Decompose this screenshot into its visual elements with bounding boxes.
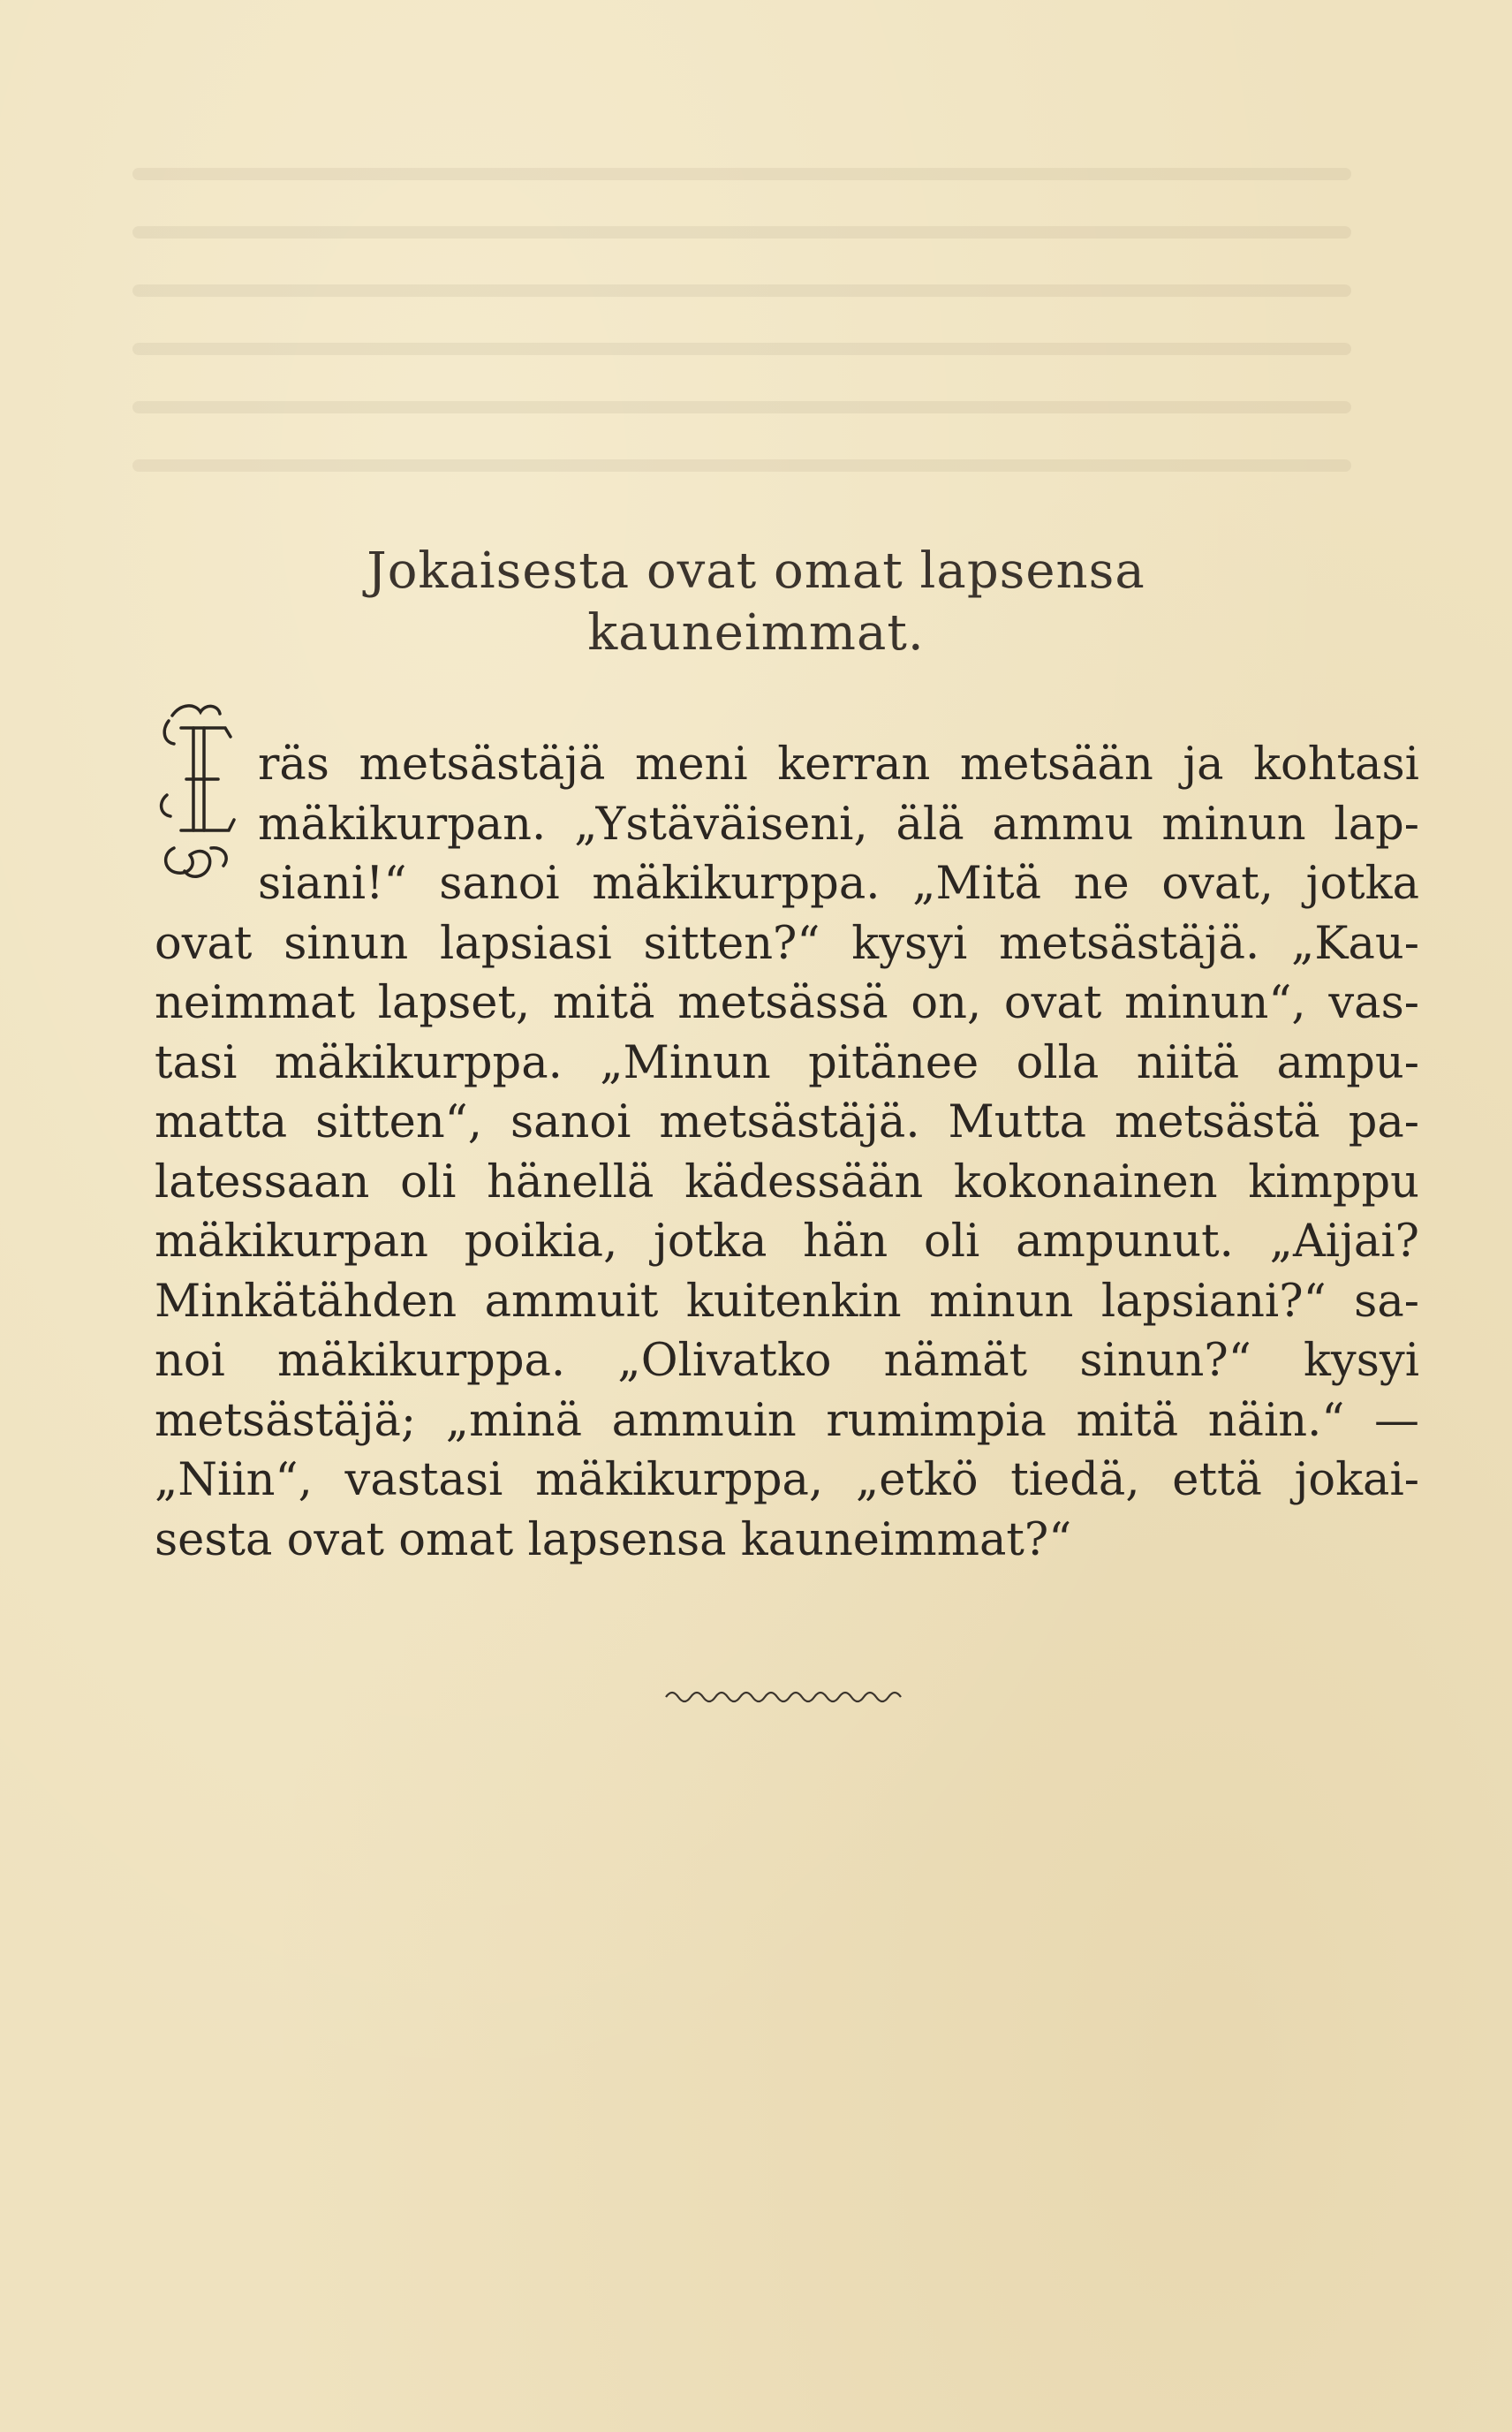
bleed-through-text	[132, 168, 1351, 539]
story-line: neimmat lapset, mitä metsässä on, ovat minun“, vas-	[155, 977, 1419, 1029]
story-title-line-1: Jokaisesta ovat omat lapsensa	[367, 542, 1145, 600]
story-title	[0, 541, 1512, 664]
story-line: tasi mäkikurppa. „Minun pitänee olla niitä ampu-	[155, 1036, 1419, 1089]
story-line: mäkikurpan poikia, jotka hän oli ampunut. „Aijai?	[155, 1216, 1419, 1268]
story-line: latessaan oli hänellä kädessään kokonainen kimppu	[155, 1155, 1419, 1208]
story-line: mäkikurpan. „Ystäväiseni, älä ammu minun lap-	[258, 798, 1419, 851]
story-line: ovat sinun lapsiasi sitten?“ kysyi metsästäjä. „Kau-	[155, 917, 1419, 970]
story-line: „Niin“, vastasi mäkikurppa, „etkö tiedä, että jokai-	[155, 1454, 1419, 1506]
story-line: sesta ovat omat lapsensa kauneimmat?“	[155, 1513, 1072, 1566]
story-title-line-2: kauneimmat.	[587, 604, 925, 662]
story-line: räs metsästäjä meni kerran metsään ja kohtasi	[258, 739, 1419, 791]
story-line: noi mäkikurppa. „Olivatko nämät sinun?“ kysyi	[155, 1335, 1419, 1387]
story-line: Minkätähden ammuit kuitenkin minun lapsiani?“ sa-	[155, 1275, 1419, 1328]
story-line: matta sitten“, sanoi metsästäjä. Mutta metsästä pa-	[155, 1096, 1419, 1148]
story-line: metsästäjä; „minä ammuin rumimpia mitä näin.“ —	[155, 1394, 1419, 1447]
story-body	[155, 735, 1419, 1570]
story-line: siani!“ sanoi mäkikurppa. „Mitä ne ovat, jotka	[258, 858, 1419, 910]
end-ornament	[662, 1684, 910, 1710]
